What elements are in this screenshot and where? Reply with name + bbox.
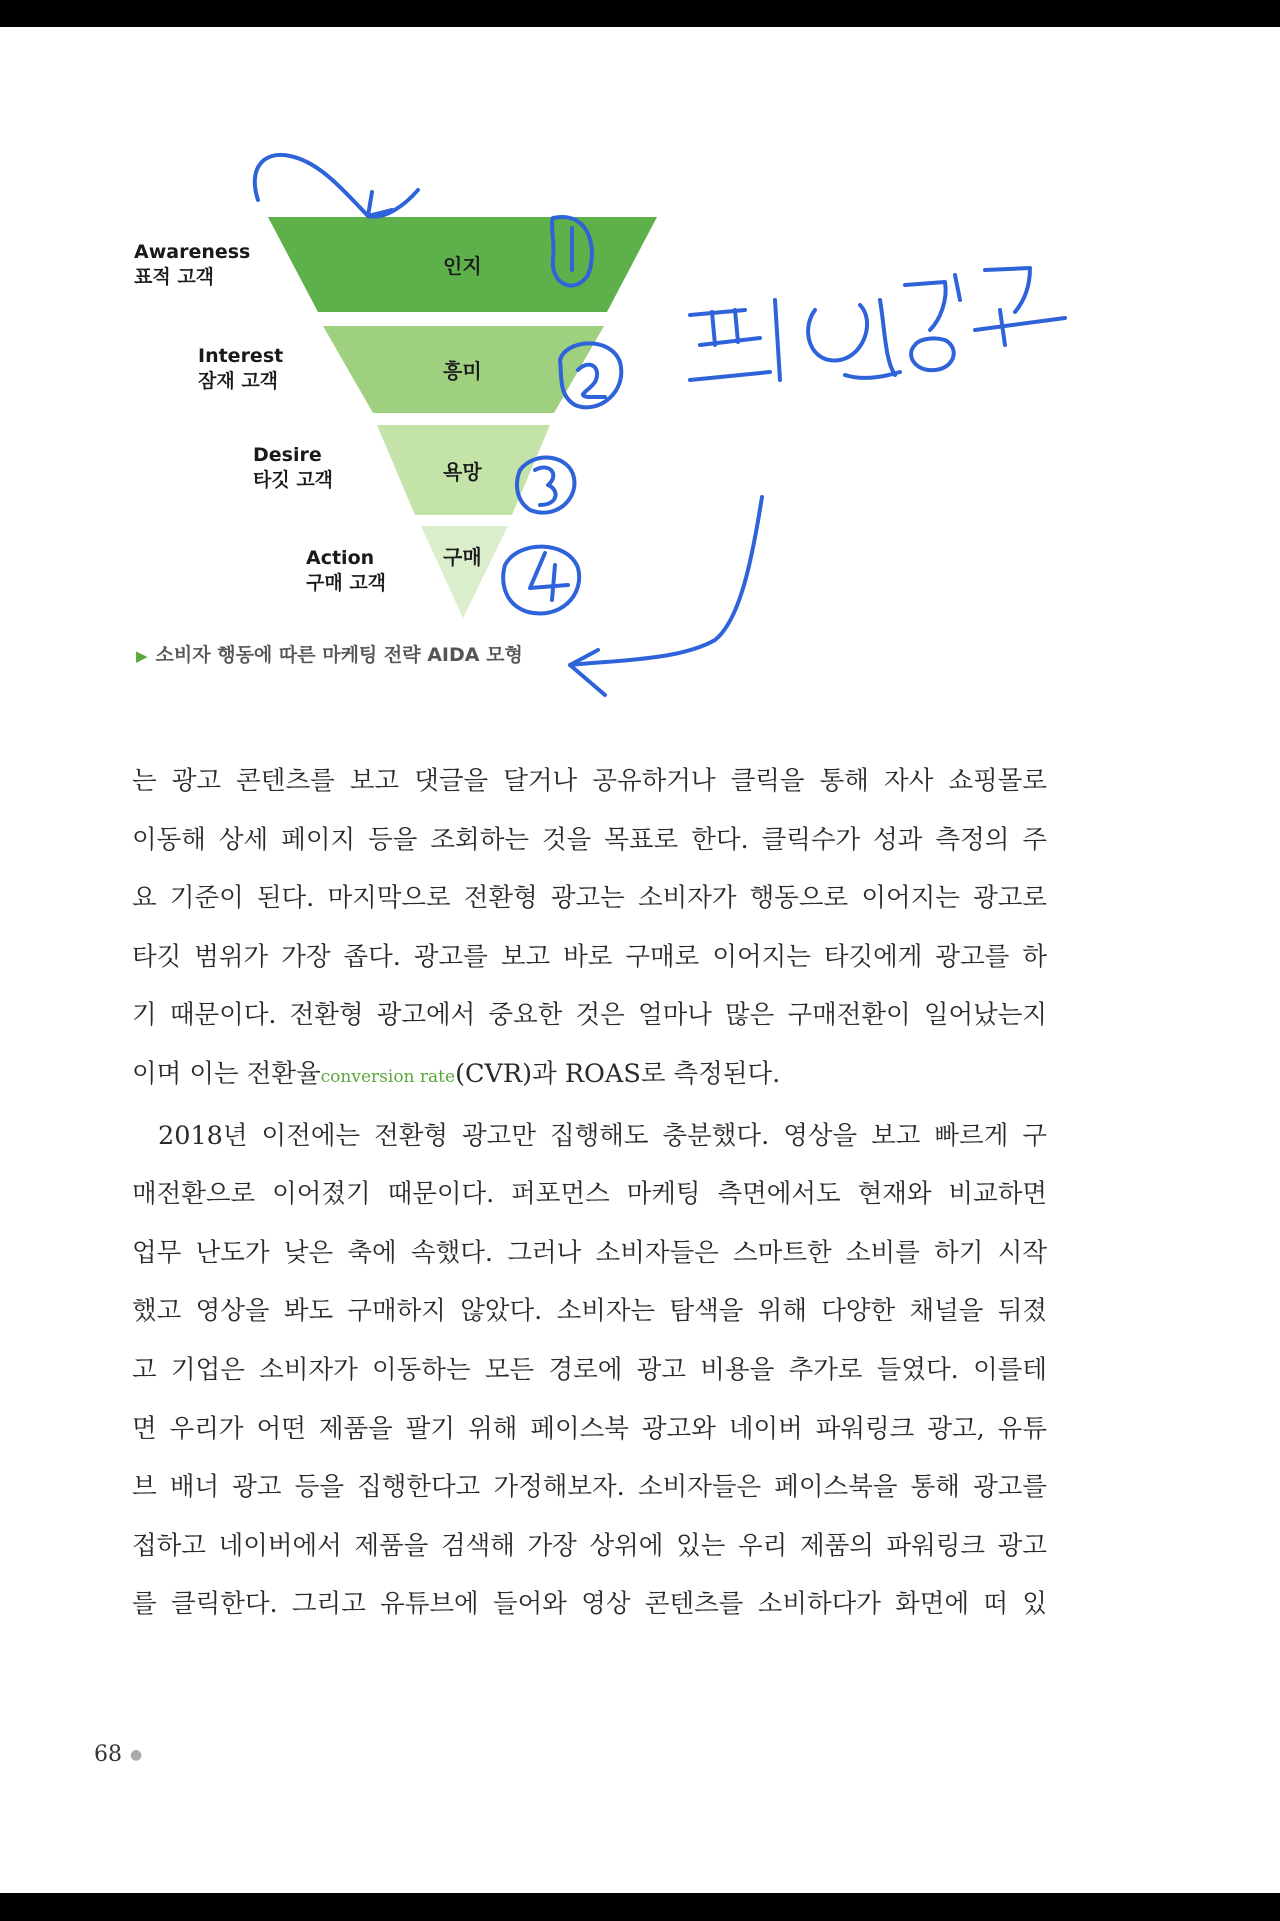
stage-korean-name: 구매 고객 <box>306 572 387 594</box>
paragraph-line: 타깃 범위가 가장 좁다. 광고를 보고 바로 구매로 이어지는 타깃에게 광고를 하 <box>132 941 1047 972</box>
paragraph-line: 이동해 상세 페이지 등을 조회하는 것을 목표로 한다. 클릭수가 성과 측정의 주 <box>132 824 1047 855</box>
paragraph-line: 요 기준이 된다. 마지막으로 전환형 광고는 소비자가 행동으로 이어지는 광고로 <box>132 883 1047 914</box>
caption-text: 소비자 행동에 따른 마케팅 전략 AIDA 모형 <box>155 644 523 666</box>
caption-triangle-icon: ▶ <box>136 647 148 665</box>
handwritten-word-stroke-5 <box>975 268 1065 345</box>
line-text: 이며 이는 전환율 <box>132 1058 321 1089</box>
handwritten-word-stroke-2 <box>775 300 780 380</box>
hand-drawn-number-4 <box>530 553 568 600</box>
hand-drawn-arrowhead-top <box>368 192 392 216</box>
funnel-stage-label: 구매 <box>443 545 482 569</box>
paragraph-line: 기 때문이다. 전환형 광고에서 중요한 것은 얼마나 많은 구매전환이 일어났는지 <box>132 1000 1047 1031</box>
stage-korean-name: 타깃 고객 <box>253 469 334 491</box>
line-text: (CVR)과 ROAS로 측정된다. <box>455 1058 781 1089</box>
bottom-black-bar <box>0 1893 1280 1921</box>
handwritten-word-stroke-4 <box>905 275 960 370</box>
stage-english-name: Awareness <box>134 241 251 263</box>
funnel-stage-label: 욕망 <box>443 460 482 484</box>
hand-drawn-circle-4 <box>503 547 579 614</box>
paragraph-line: 했고 영상을 봐도 구매하지 않았다. 소비자는 탐색을 위해 다양한 채널을 뒤졌 <box>132 1296 1047 1327</box>
paragraph-line: 면 우리가 어떤 제품을 팔기 위해 페이스북 광고와 네이버 파워링크 광고, 유튜 <box>132 1413 1047 1444</box>
stage-korean-name: 표적 고객 <box>134 266 215 288</box>
handwritten-word-stroke-1 <box>690 310 770 380</box>
hand-drawn-arrow-top <box>255 155 418 217</box>
stage-english-name: Action <box>306 547 375 569</box>
paragraph-line: 고 기업은 소비자가 이동하는 모든 경로에 광고 비용을 추가로 들였다. 이를테 <box>132 1354 1047 1385</box>
stage-english-name: Desire <box>253 444 322 466</box>
body-text <box>132 752 1047 1634</box>
handwritten-word-stroke-3 <box>808 300 900 378</box>
paragraph-line: 2018년 이전에는 전환형 광고만 집행해도 충분했다. 영상을 보고 빠르게 구 <box>158 1120 1047 1151</box>
hand-drawn-number-3 <box>535 468 556 505</box>
paragraph-line: 를 클릭한다. 그리고 유튜브에 들어와 영상 콘텐츠를 소비하다가 화면에 떠 있 <box>132 1589 1047 1620</box>
page-number-text: 68 <box>94 1742 122 1767</box>
paragraph-line: 는 광고 콘텐츠를 보고 댓글을 달거나 공유하거나 클릭을 통해 자사 쇼핑몰로 <box>132 766 1047 796</box>
paragraph-line: 업무 난도가 낮은 축에 속했다. 그러나 소비자들은 스마트한 소비를 하기 시작 <box>132 1237 1047 1268</box>
page-number <box>94 1742 142 1767</box>
stage-korean-name: 잠재 고객 <box>198 370 279 392</box>
hand-drawn-arrowhead-long <box>570 650 605 695</box>
funnel-stage-label: 인지 <box>443 254 482 278</box>
hand-drawn-long-arrow <box>570 497 762 665</box>
page-dot-icon: ● <box>130 1747 143 1763</box>
hand-drawn-number-2 <box>578 365 605 397</box>
paragraph-line: 접하고 네이버에서 제품을 검색해 가장 상위에 있는 우리 제품의 파워링크 광고 <box>132 1530 1047 1561</box>
paragraph-line: 브 배너 광고 등을 집행한다고 가정해보자. 소비자들은 페이스북을 통해 광고를 <box>132 1472 1047 1503</box>
handwritten-annotations <box>0 0 1280 720</box>
stage-english-name: Interest <box>198 345 284 367</box>
funnel-stage-label: 흥미 <box>443 359 482 383</box>
paragraph-line <box>132 1045 1047 1107</box>
english-gloss: conversion rate <box>320 1066 456 1087</box>
paragraph-line: 매전환으로 이어졌기 때문이다. 퍼포먼스 마케팅 측면에서도 현재와 비교하면 <box>132 1179 1047 1210</box>
